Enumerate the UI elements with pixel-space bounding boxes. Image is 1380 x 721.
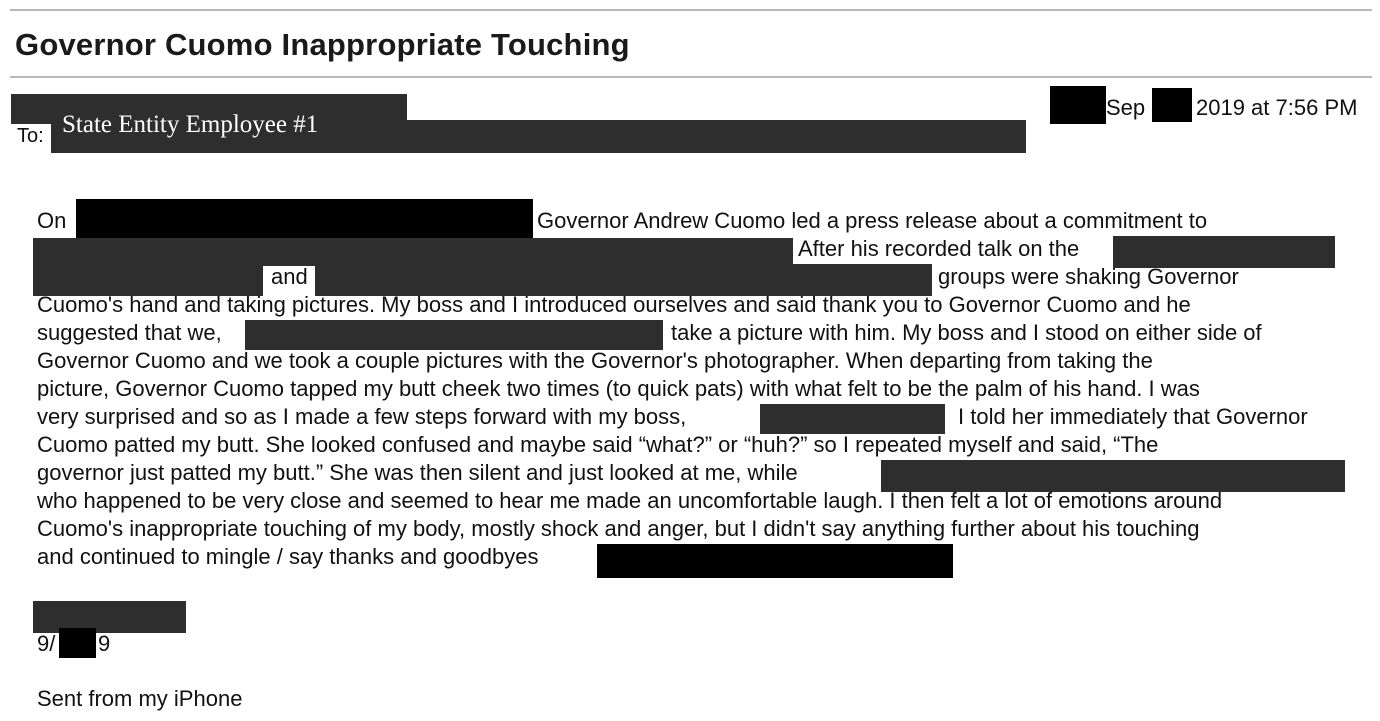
redaction-line5: [245, 320, 663, 350]
date-rest: 2019 at 7:56 PM: [1196, 95, 1358, 120]
body-line-4: Cuomo's hand and taking pictures. My boss and I introduced ourselves and said thank you to Governor Cuomo and he: [37, 292, 1191, 317]
to-label: To:: [17, 125, 44, 147]
top-divider: [10, 9, 1372, 11]
body-line-11: who happened to be very close and seemed to hear me made an uncomfortable laugh. I then felt a lot of emotions around: [37, 488, 1223, 513]
recipient-label: State Entity Employee #1: [62, 111, 319, 138]
signature-name-redaction: [33, 601, 186, 633]
subject-divider: [10, 76, 1372, 78]
body-line-5b: take a picture with him. My boss and I stood on either side of: [671, 320, 1262, 345]
body-line-3a: and: [271, 264, 308, 289]
body-line-10: governor just patted my butt.” She was then silent and just looked at me, while: [37, 460, 798, 485]
body-line-1b: Governor Andrew Cuomo led a press release about a commitment to: [537, 208, 1208, 233]
email-subject: Governor Cuomo Inappropriate Touching: [15, 27, 630, 62]
sent-from-footer: Sent from my iPhone: [37, 686, 243, 711]
body-line-6: Governor Cuomo and we took a couple pictures with the Governor's photographer. When departing from taking the: [37, 348, 1153, 373]
signature-date-prefix: 9/: [37, 631, 56, 656]
date-month: Sep: [1106, 95, 1146, 120]
body-line-9: Cuomo patted my butt. She looked confused and maybe said “what?” or “huh?” so I repeated myself and said, “The: [37, 432, 1159, 457]
body-line-3b: groups were shaking Governor: [938, 264, 1239, 289]
body-line-7: picture, Governor Cuomo tapped my butt cheek two times (to quick pats) with what felt to be the palm of his hand. I was: [37, 376, 1200, 401]
body-line-8a: very surprised and so as I made a few steps forward with my boss,: [37, 404, 687, 429]
redaction-line13: [597, 544, 953, 578]
date-weekday-redaction: [1050, 86, 1106, 124]
body-line-5a: suggested that we,: [37, 320, 222, 345]
signature-date-redaction: [59, 628, 96, 658]
signature-date-suffix: 9: [98, 631, 111, 656]
date-day-redaction: [1152, 88, 1192, 122]
body-line-13: and continued to mingle / say thanks and goodbyes: [37, 544, 539, 569]
body-line-2: After his recorded talk on the: [798, 236, 1080, 261]
body-line-1a: On: [37, 208, 67, 233]
body-line-12: Cuomo's inappropriate touching of my body, mostly shock and anger, but I didn't say anything further about his touching: [37, 516, 1200, 541]
body-line-8b: I told her immediately that Governor: [958, 404, 1308, 429]
redaction-line8: [760, 404, 945, 434]
redaction-line2-left: [33, 238, 793, 266]
